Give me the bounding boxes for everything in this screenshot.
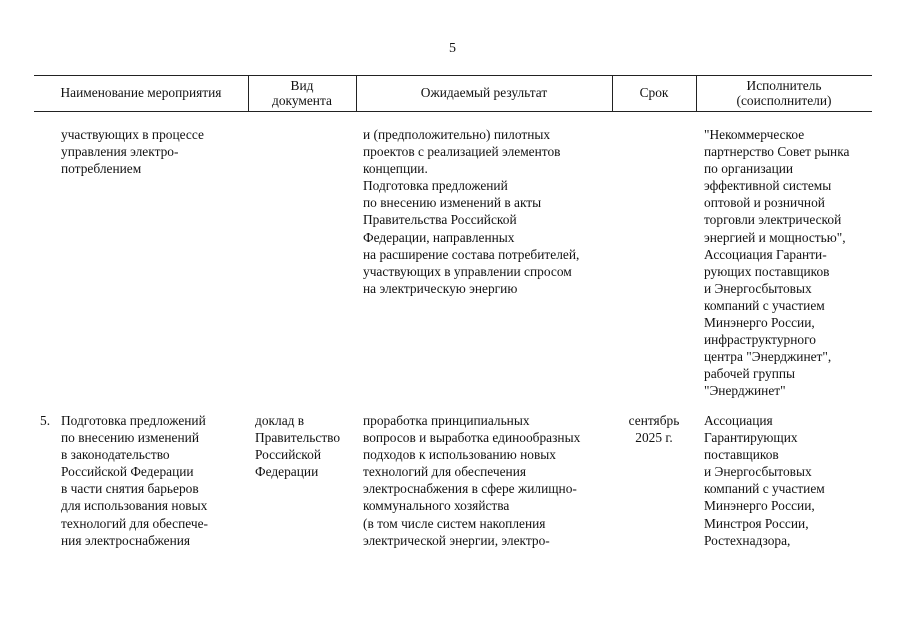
header-executor-label: Исполнитель (соисполнители) [736, 77, 832, 108]
header-name [34, 75, 248, 111]
header-executor [696, 75, 872, 111]
header-name-label: Наименование мероприятия [60, 85, 222, 101]
row-result: и (предположительно) пилотных проектов с реализацией элементов концепции. Подготовка предложений по внесению изменений в акты Правительства Российской Федерации, направленных на расширение состава потребителей, участвующих в управлении спросом на электрическую энергию [363, 127, 580, 296]
row-executor: Ассоциация Гарантирующих поставщиков и Энергосбытовых компаний с участием Минэнерго России, Минстроя России, Ростехнадзора, [704, 413, 825, 548]
row-doc-type: доклад в Правительство Российской Федерации [255, 413, 341, 480]
header-deadline [612, 75, 696, 111]
row-name: участвующих в процессе управления электро- потреблением [61, 127, 204, 177]
row-executor: "Некоммерческое партнерство Совет рынка по организации эффективной системы оптовой и розничной торговли электрической энергией и мощностью", Ассоциация Гаранти- рующих поставщиков и Энергосбытовых компаний с участием Минэнерго России, инфраструктурного центра "Энерджинет", рабочей группы "Энерджинет" [704, 127, 850, 399]
table-header-bottom-rule [34, 111, 872, 112]
header-doc-type [248, 75, 356, 111]
row-deadline: сентябрь 2025 г. [628, 413, 680, 446]
header-result-label: Ожидаемый результат [420, 85, 548, 101]
row-number: 5. [40, 413, 51, 428]
header-deadline-label: Срок [639, 85, 669, 101]
page-number: 5 [449, 41, 456, 56]
header-result [356, 75, 612, 111]
header-doc-type-label: Вид документа [272, 77, 332, 108]
row-name: Подготовка предложений по внесению изменений в законодательство Российской Федерации в части снятия барьеров для использования новых технологий для обеспече- ния электроснабжения [61, 413, 209, 548]
row-result: проработка принципиальных вопросов и выработка единообразных подходов к использованию новых технологий для обеспечения электроснабжения в сфере жилищно- коммунального хозяйства (в том числе систем накопления электрической энергии, электро- [363, 413, 581, 548]
